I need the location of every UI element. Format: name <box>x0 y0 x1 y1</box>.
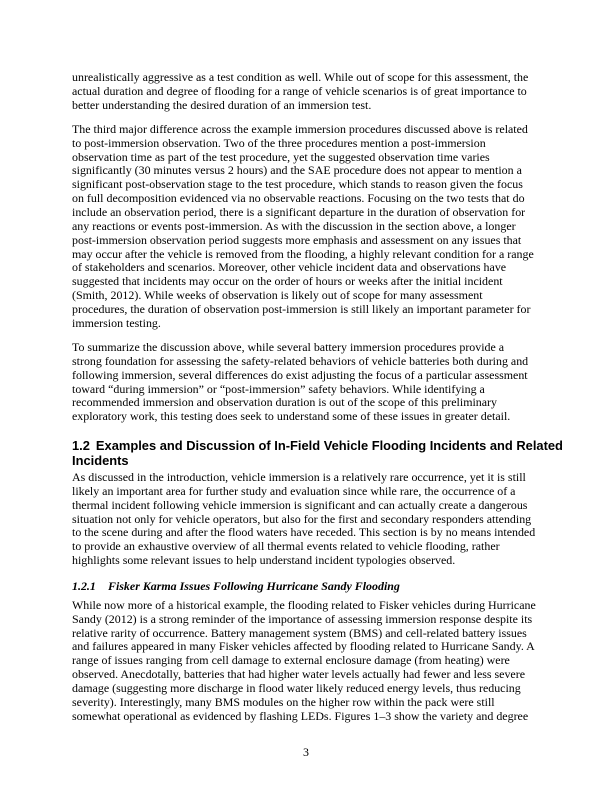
text-line: relative rarity of occurrence. Battery management system (BMS) and cell-related battery issues <box>72 625 527 640</box>
paragraph-post-immersion-observation <box>72 123 542 331</box>
text-line: suggested that incidents may occur on the order of hours or weeks after the initial incident <box>72 274 503 289</box>
text-line: and failures appeared in many Fisker vehicles affected by flooding related to Hurricane Sandy. A <box>72 639 535 654</box>
text-line: The third major difference across the example immersion procedures discussed above is related <box>72 121 528 136</box>
text-line: any reactions or events post-immersion. As with the discussion in the section above, a longer <box>72 218 516 233</box>
text-line: unrealistically aggressive as a test condition as well. While out of scope for this assessment, the <box>72 70 529 84</box>
page-body <box>72 70 563 734</box>
text-line: to post-immersion observation. Two of the three procedures mention a post-immersion <box>72 135 486 150</box>
text-line: (Smith, 2012). While weeks of observation is likely out of scope for many assessment <box>72 288 483 303</box>
text-line: highlights some relevant issues to help understand incident typologies observed. <box>72 553 456 568</box>
section-heading-1-2 <box>72 438 563 469</box>
section-title: Examples and Discussion of In-Field Vehicle Flooding Incidents and Related <box>95 438 563 454</box>
text-line: As discussed in the introduction, vehicle immersion is a relatively rare occurrence, yet it is still <box>72 470 526 485</box>
text-line: observation time as part of the test procedure, yet the suggested observation time varies <box>72 149 490 164</box>
paragraph-summary <box>72 341 542 424</box>
text-line: likely an important area for further study and evaluation since while rare, the occurrence of a <box>72 483 516 498</box>
text-line: thermal incident following vehicle immersion is significant and can actually create a dangerous <box>72 497 528 512</box>
text-line: on full decomposition evidenced via no observable reactions. Focusing on the two tests that do <box>72 191 525 206</box>
section-number: 1.2 <box>72 438 90 454</box>
text-line: Sandy (2012) is a strong reminder of the importance of assessing immersion response despite its <box>72 611 533 626</box>
text-line: to the scene during and after the flood waters have receded. This section is by no means intended <box>72 525 536 540</box>
text-line: following immersion, several differences do exist adjusting the focus of a particular assessment <box>72 367 528 382</box>
paragraph-immersion-duration <box>72 71 542 113</box>
text-line: situation not only for vehicle operators, but also for the first and secondary responders attending <box>72 511 532 526</box>
text-line: While now more of a historical example, the flooding related to Fisker vehicles during Hurricane <box>72 597 536 612</box>
text-line: significantly (30 minutes versus 2 hours) and the SAE procedure does not appear to mention a <box>72 163 522 178</box>
text-line: severity). Interestingly, many BMS modules on the higher row within the pack were still <box>72 694 495 709</box>
section-title-continued: Incidents <box>72 453 129 469</box>
paragraph-flooding-incidents-intro <box>72 471 542 568</box>
text-line: toward “during immersion” or “post-immersion” safety behaviors. While identifying a <box>72 381 485 396</box>
text-line: exploratory work, this testing does seek to understand some of these issues in greater detail. <box>72 409 511 424</box>
text-line: observed. Anecdotally, batteries that had higher water levels actually had fewer and less severe <box>72 667 525 682</box>
text-line: recommended immersion and observation duration is out of the scope of this preliminary <box>72 395 498 410</box>
text-line: may occur after the vehicle is removed from the flooding, a highly relevant condition for a range <box>72 246 534 261</box>
text-line: range of issues ranging from cell damage to external enclosure damage (from heating) were <box>72 653 510 668</box>
text-line: significant post-observation stage to the test procedure, which stands to reason given the focus <box>72 177 523 192</box>
subsection-title: Fisker Karma Issues Following Hurricane Sandy Flooding <box>108 578 400 593</box>
text-line: damage (suggesting more discharge in flood water likely reduced energy levels, thus reducing <box>72 681 521 695</box>
text-line: strong foundation for assessing the safety-related behaviors of vehicle batteries both during and <box>72 353 529 368</box>
subsection-number: 1.2.1 <box>72 578 96 593</box>
text-line: somewhat operational as evidenced by flashing LEDs. Figures 1–3 show the variety and degree <box>72 708 529 723</box>
page-number: 3 <box>303 745 309 759</box>
text-line: immersion testing. <box>72 315 161 330</box>
text-line: of stakeholders and scenarios. Moreover, other vehicle incident data and observations have <box>72 260 507 275</box>
text-line: procedures, the duration of observation post-immersion is still likely an important parameter for <box>72 301 531 316</box>
section-heading-1-2-1 <box>72 579 542 593</box>
text-line: to provide an exhaustive overview of all thermal events related to vehicle flooding, rather <box>72 539 500 554</box>
text-line: better understanding the desired duration of an immersion test. <box>72 97 372 112</box>
text-line: post-immersion observation period suggests more emphasis and assessment on any issues that <box>72 232 522 247</box>
text-line: To summarize the discussion above, while several battery immersion procedures provide a <box>72 339 505 354</box>
text-line: include an observation period, there is a significant departure in the duration of observation for <box>72 204 526 219</box>
text-line: actual duration and degree of flooding for a range of vehicle scenarios is of great importance to <box>72 83 527 98</box>
paragraph-fisker-karma <box>72 599 542 724</box>
